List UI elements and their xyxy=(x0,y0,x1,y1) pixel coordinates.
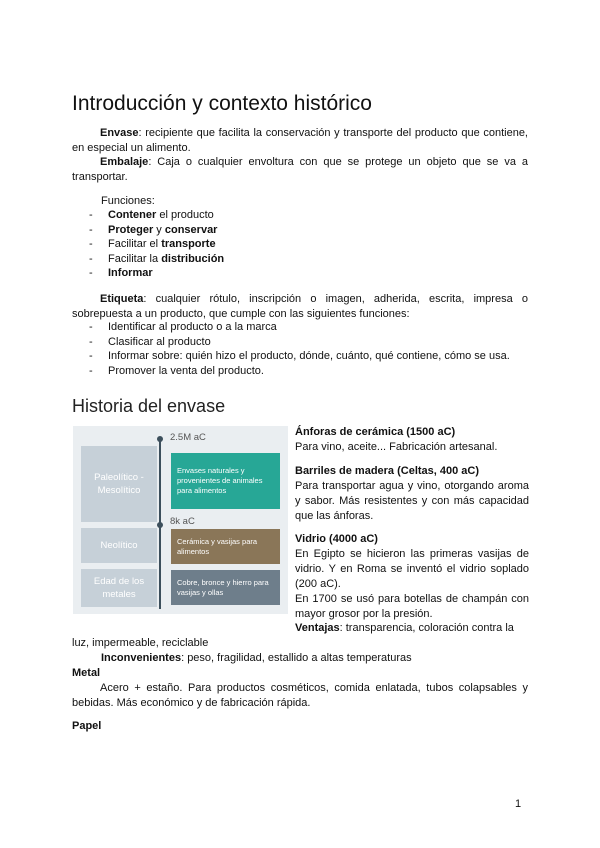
inconvenientes-term: Inconvenientes xyxy=(101,652,182,664)
inconvenientes-line xyxy=(101,651,412,666)
list-item: - Informar sobre: quién hizo el producto, dónde, cuánto, qué contiene, cómo se usa. xyxy=(89,349,529,364)
timeline-tick xyxy=(157,436,163,442)
papel-title: Papel xyxy=(72,720,102,732)
metal-text: Acero + estaño. Para productos cosméticos, comida enlatada, tubos colapsables y bebidas. Más económico y de fabricación rápida. xyxy=(72,682,528,709)
barriles-block xyxy=(295,464,529,524)
metal-title: Metal xyxy=(72,667,101,679)
etiqueta-term: Etiqueta xyxy=(100,293,144,305)
anforas-text: Para vino, aceite... Fabricación artesanal. xyxy=(295,440,498,453)
embalaje-text: : Caja o cualquier envoltura con que se protege un objeto que se va a transportar. xyxy=(72,156,528,183)
funciones-list xyxy=(89,208,529,281)
vidrio-text-2: En 1700 se usó para botellas de champán con mayor grosor por la presión. xyxy=(295,593,529,620)
timeline-tick xyxy=(157,522,163,528)
envase-definition xyxy=(72,126,528,155)
etiqueta-definition xyxy=(72,292,528,321)
timeline-box-metales: Cobre, bronce y hierro para vasijas y ollas xyxy=(171,570,280,605)
list-item: - Facilitar el transporte xyxy=(89,237,529,252)
ventajas-text-b: luz, impermeable, reciclable xyxy=(72,637,209,649)
page-number: 1 xyxy=(515,798,522,810)
embalaje-term: Embalaje xyxy=(100,156,149,168)
list-item: - Clasificar al producto xyxy=(89,335,529,350)
timeline-box-natural: Envases naturales y provenientes de animales para alimentos xyxy=(171,453,280,509)
anforas-title: Ánforas de cerámica (1500 aC) xyxy=(295,426,456,438)
list-item: - Identificar al producto o a la marca xyxy=(89,320,529,335)
funciones-label: Funciones: xyxy=(101,195,155,207)
tick-label-8k: 8k aC xyxy=(170,516,195,527)
metal-text-block xyxy=(72,681,528,710)
vidrio-title: Vidrio (4000 aC) xyxy=(295,533,378,545)
list-item: - Proteger y conservar xyxy=(89,223,529,238)
list-item: - Facilitar la distribución xyxy=(89,252,529,267)
list-item: - Promover la venta del producto. xyxy=(89,364,529,379)
vidrio-text-1: En Egipto se hicieron las primeras vasijas de vidrio. Y en Roma se inventó el vidrio soplado (200 aC). xyxy=(295,548,529,590)
history-timeline-figure xyxy=(73,426,288,614)
barriles-title: Barriles de madera (Celtas, 400 aC) xyxy=(295,465,480,477)
era-neolitico: Neolítico xyxy=(81,528,157,563)
list-item: - Informar xyxy=(89,266,529,281)
anforas-block xyxy=(295,425,529,454)
tick-label-2-5m: 2.5M aC xyxy=(170,432,206,443)
page-title: Introducción y contexto histórico xyxy=(72,92,372,115)
list-item: - Contener el producto xyxy=(89,208,529,223)
envase-text: : recipiente que facilita la conservación y transporte del producto que contiene, en especial un alimento. xyxy=(72,127,528,154)
era-metales: Edad de los metales xyxy=(81,569,157,607)
barriles-text: Para transportar agua y vino, otorgando aroma y sabor. Más resistentes y con más capacidad que las ánforas. xyxy=(295,480,529,522)
ventajas-line xyxy=(295,621,529,636)
envase-term: Envase xyxy=(100,127,139,139)
timeline-box-ceramica: Cerámica y vasijas para alimentos xyxy=(171,529,280,564)
vidrio-block xyxy=(295,532,529,622)
section-heading-historia: Historia del envase xyxy=(72,396,226,416)
etiqueta-text: : cualquier rótulo, inscripción o imagen, adherida, escrita, impresa o sobrepuesta a un producto, que cumple con las siguientes funciones: xyxy=(72,293,528,320)
ventajas-text-a: : transparencia, coloración contra la xyxy=(339,622,514,634)
embalaje-definition xyxy=(72,155,528,184)
etiqueta-list xyxy=(89,320,529,378)
ventajas-term: Ventajas xyxy=(295,622,340,634)
inconvenientes-text: : peso, fragilidad, estallido a altas temperaturas xyxy=(181,652,412,664)
era-paleolitico: Paleolítico - Mesolítico xyxy=(81,446,157,522)
